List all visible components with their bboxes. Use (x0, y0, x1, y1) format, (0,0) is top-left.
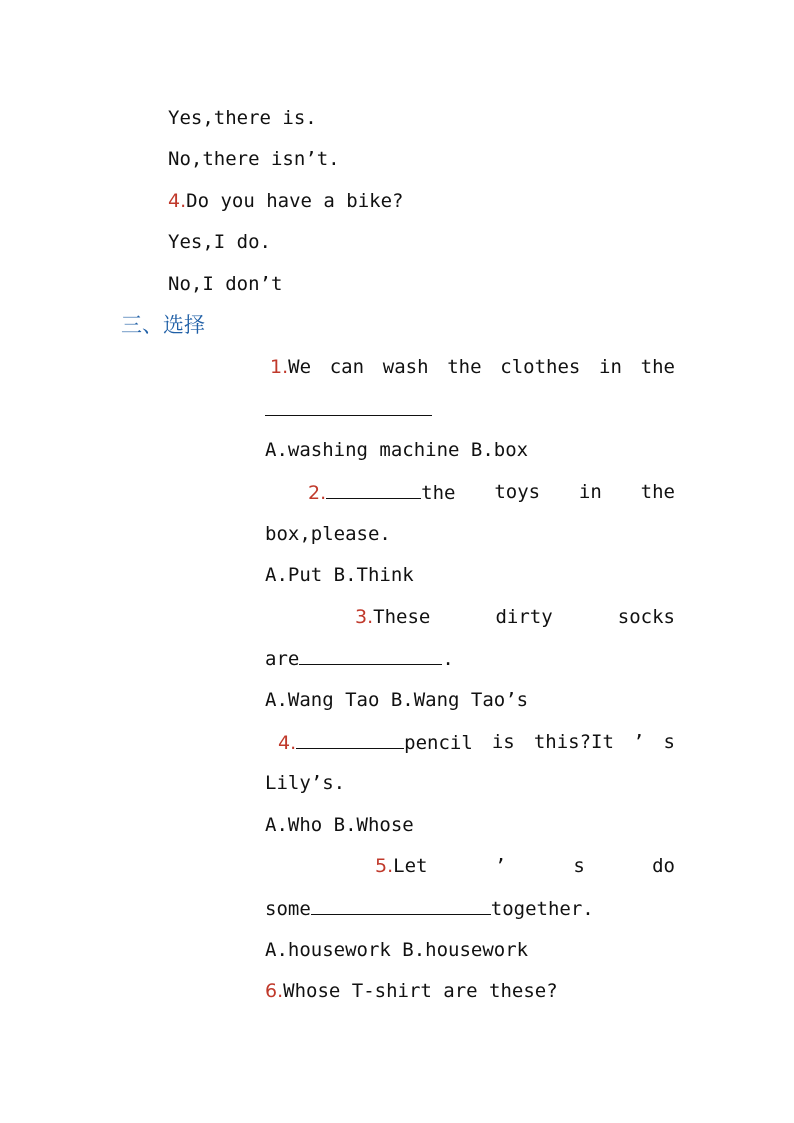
question-text: Do you have a bike? (186, 190, 404, 212)
question-2-line (308, 480, 675, 505)
word: the (421, 482, 456, 504)
question-1-options: A.washing machine B.box (265, 439, 529, 461)
word: We (288, 356, 312, 378)
word: ’ (494, 855, 507, 877)
word: do (652, 855, 675, 877)
word: dirty (495, 606, 553, 628)
word: some (265, 898, 311, 920)
answer-line-1: Yes,there is. (168, 107, 317, 129)
word: s (663, 731, 675, 753)
question-3-first (355, 605, 430, 629)
word: These (373, 606, 431, 628)
question-number: 4. (168, 190, 187, 212)
word: ’ (632, 731, 645, 753)
answer-line-3: Yes,I do. (168, 231, 271, 253)
word: this?It (533, 731, 614, 753)
question-5-continuation (265, 896, 594, 921)
answer-blank[interactable] (311, 896, 491, 915)
question-4-first (278, 730, 473, 755)
question-2-options: A.Put B.Think (265, 564, 414, 586)
question-number: 3. (355, 606, 374, 628)
question-number: 2. (308, 482, 327, 504)
question-4-select-line (278, 730, 675, 755)
answer-line-2: No,there isn’t. (168, 148, 340, 170)
question-6-line (265, 979, 558, 1003)
answer-blank[interactable] (265, 397, 432, 416)
word: together. (490, 898, 594, 920)
question-1-first (270, 355, 311, 379)
answer-line-4: No,I don’t (168, 273, 283, 295)
word: toys (494, 481, 541, 503)
word: the (640, 356, 675, 378)
word: in (578, 481, 602, 503)
word: is (491, 731, 515, 753)
question-4-continuation: Lily’s. (265, 772, 346, 794)
question-text: Whose T-shirt are these? (283, 980, 558, 1002)
question-1-line (265, 355, 675, 379)
word: the (640, 481, 675, 503)
question-2-continuation: box,please. (265, 523, 391, 545)
answer-blank[interactable] (326, 480, 421, 499)
word: Let (393, 855, 428, 877)
word: pencil (404, 732, 473, 754)
word: can (329, 356, 365, 378)
word: socks (617, 606, 675, 628)
word: . (442, 648, 454, 670)
question-4-line (168, 189, 403, 213)
word: are (265, 648, 300, 670)
question-5-options: A.housework B.housework (265, 939, 529, 961)
question-number: 4. (278, 732, 297, 754)
question-2-first (308, 480, 455, 505)
answer-blank[interactable] (299, 646, 442, 665)
question-5-line (375, 854, 675, 878)
word: clothes (500, 356, 581, 378)
question-number: 6. (265, 980, 284, 1002)
word: in (599, 356, 622, 378)
word: wash (382, 356, 429, 378)
word: s (573, 855, 585, 877)
answer-blank-line (265, 397, 432, 422)
question-5-first (375, 854, 427, 878)
question-number: 1. (270, 356, 289, 378)
section-title: 三、选择 (121, 313, 205, 337)
answer-blank[interactable] (296, 730, 404, 749)
question-3-continuation (265, 646, 454, 671)
question-number: 5. (375, 855, 394, 877)
question-4-options: A.Who B.Whose (265, 814, 414, 836)
word: the (447, 356, 482, 378)
question-3-options: A.Wang Tao B.Wang Tao’s (265, 689, 529, 711)
question-3-line (355, 605, 675, 629)
